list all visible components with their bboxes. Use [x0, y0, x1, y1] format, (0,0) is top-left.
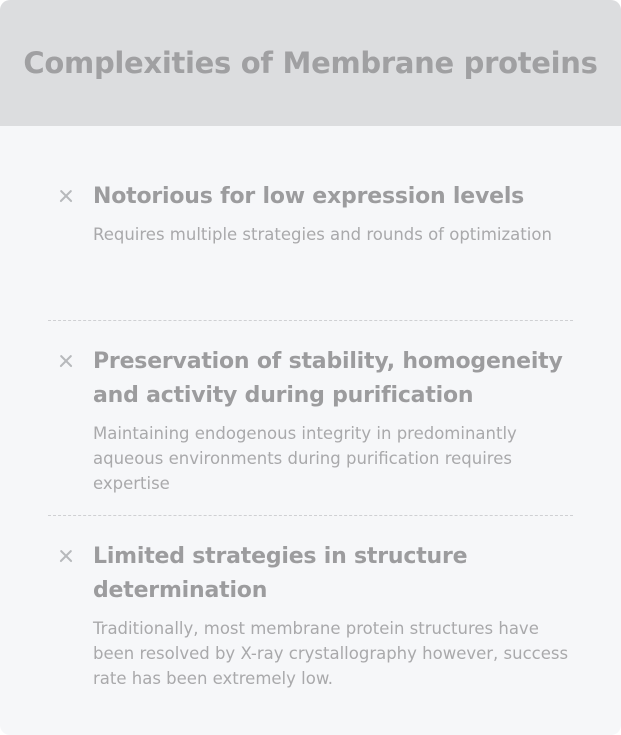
list-item-title: Limited strategies in structure determination — [93, 544, 468, 603]
close-x-icon — [58, 188, 74, 204]
list-item-description: Requires multiple strategies and rounds of optimization — [93, 225, 552, 244]
close-x-icon — [58, 548, 74, 564]
card-header — [0, 0, 621, 126]
list-item-structure-determination — [48, 516, 573, 735]
list-item-body — [93, 180, 573, 247]
card-title: Complexities of Membrane proteins — [23, 46, 598, 80]
list-item-body — [93, 345, 573, 496]
list-item-description: Maintaining endogenous integrity in predominantly aqueous environments during purification requires expertise — [93, 424, 517, 493]
list-item-title: Preservation of stability, homogeneity and activity during purification — [93, 349, 563, 408]
list-item-low-expression — [48, 126, 573, 320]
close-x-icon — [58, 353, 74, 369]
complexities-list — [48, 126, 573, 735]
list-item-description: Traditionally, most membrane protein structures have been resolved by X-ray crystallography however, success rate has been extremely low. — [93, 619, 569, 688]
list-item-stability — [48, 321, 573, 515]
list-item-title: Notorious for low expression levels — [93, 184, 525, 209]
list-item-body — [93, 540, 573, 691]
